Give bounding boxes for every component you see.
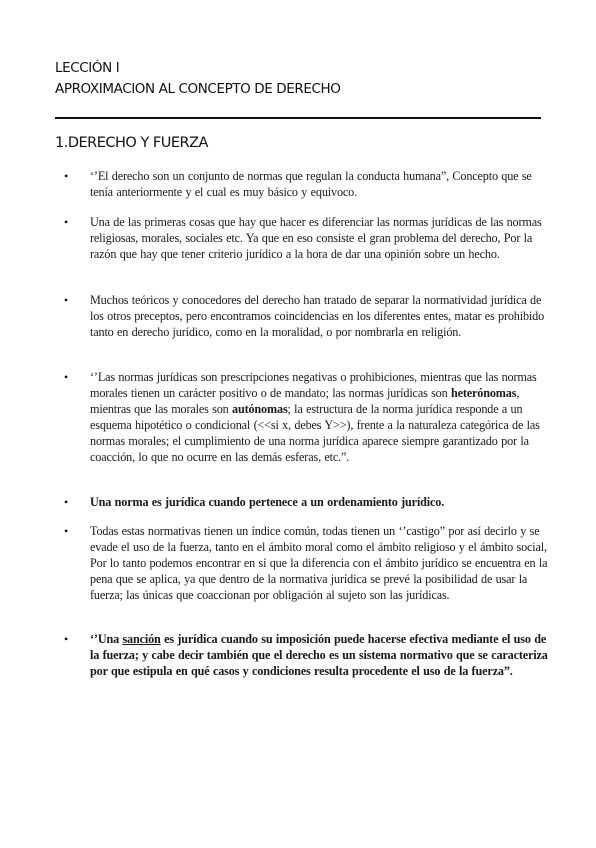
bullet-icon: • (64, 632, 69, 646)
bullet-text: Todas estas normativas tienen un índice común, todas tienen un ‘’castigo” por así decirlo y se evade el uso de la fuerza, tanto en el ámbito moral como el ámbito religioso y el ámbito social, Por lo tanto podemos encontrar en sí que la diferencia con el ámbito jurídico se encuentra en la pena que se aplica, ya que dentro de la normativa jurídica se prevé la posibilidad de usar la fuerza; las únicas que coaccionan por obligación al sujeto son las jurídicas. (90, 524, 548, 602)
definition-rest: es jurídica cuando su imposición puede hacerse efectiva mediante el uso de la fuerza; y cabe decir también que el derecho es un sistema normativo que se caracteriza por que estipula en qué casos y condiciones resulta procedente el uso de la fuerza”. (90, 632, 548, 678)
bullet-icon: • (64, 524, 69, 538)
bullet-text-definition (90, 631, 548, 679)
bullet-icon: • (64, 215, 69, 229)
bullet-text-quote (90, 369, 548, 465)
lesson-subtitle: APROXIMACION AL CONCEPTO DE DERECHO (55, 81, 341, 97)
section-title: 1.DERECHO Y FUERZA (55, 135, 208, 151)
quote-part: ; la estructura de la norma jurídica responde a un esquema hipotético o condicional (<<si x, debes Y>>), frente a la naturaleza categórica de las normas morales; el cumplimiento de una norma jurídica aparece siempre garantizado por la coacción, lo que no ocurre en las demás esferas, etc.”. (90, 402, 540, 464)
lesson-heading (55, 58, 535, 100)
bullet-text: Muchos teóricos y conocedores del derecho han tratado de separar la normatividad jurídica de los otros preceptos, pero encontramos coincidencias en los diferentes entes, matar es prohibido tanto en derecho jurídico, como en la moralidad, o por nombrarla en religión. (90, 293, 545, 339)
term-heteronomas: heterónomas (450, 386, 517, 400)
bullet-icon: • (64, 370, 69, 384)
lesson-number: LECCIÓN I (55, 60, 120, 76)
quote-part: , mientras que las morales son (90, 386, 520, 416)
quote-part: ‘’Las normas jurídicas son prescripciones negativas o prohibiciones, mientras que las normas morales tienen un carácter positivo o de mandato; las normas jurídicas son (90, 370, 537, 400)
quote-open: ‘’Una (90, 632, 123, 646)
bullet-icon: • (64, 169, 69, 183)
bullet-icon: • (64, 293, 69, 307)
bullet-text: ‘’El derecho son un conjunto de normas que regulan la conducta humana”, Concepto que se tenía anteriormente y el cual es muy básico y equivoco. (90, 169, 532, 199)
horizontal-rule (55, 117, 541, 119)
term-sancion: sanción (122, 632, 161, 646)
bullet-icon: • (64, 495, 69, 509)
bullet-text: Una de las primeras cosas que hay que hacer es diferenciar las normas jurídicas de las normas religiosas, morales, sociales etc. Ya que en eso consiste el gran problema del derecho, Por la razón que hay que tener criterio jurídico a la hora de dar una opinión sobre un hecho. (90, 215, 542, 261)
bullet-text-bold: Una norma es jurídica cuando pertenece a un ordenamiento jurídico. (90, 495, 445, 509)
term-autonomas: autónomas (232, 402, 288, 416)
